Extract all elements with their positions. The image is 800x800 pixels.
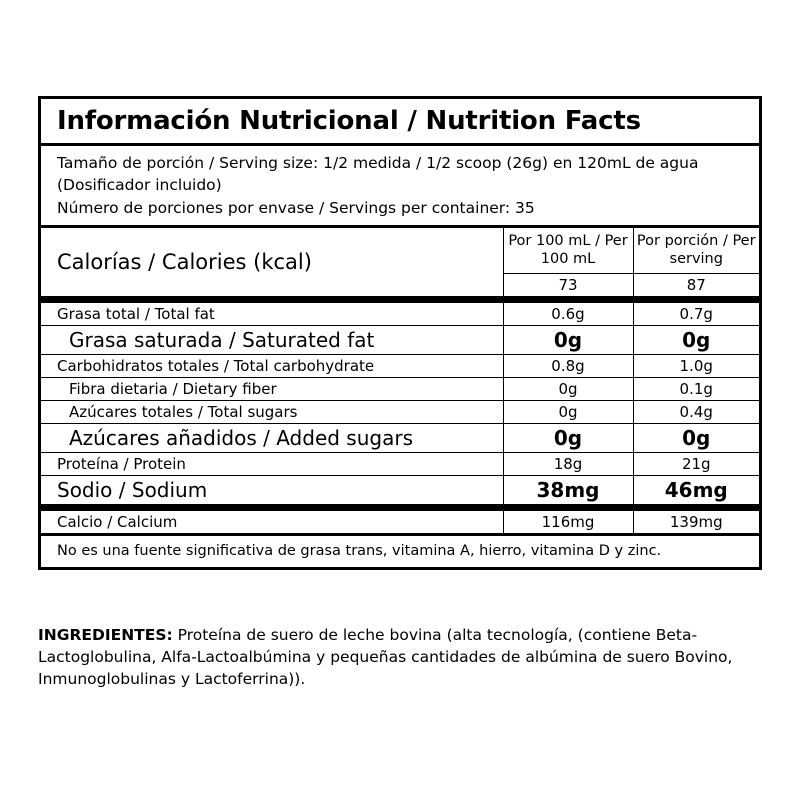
table-row (41, 400, 759, 423)
ingredients-heading: INGREDIENTES: (38, 626, 173, 644)
minerals-divider (41, 504, 759, 511)
nutrient-name: Sodio / Sodium (41, 475, 503, 504)
ingredients-section (38, 624, 768, 690)
nutrient-name: Azúcares totales / Total sugars (41, 400, 503, 423)
table-row (41, 377, 759, 400)
nutrition-facts-panel (38, 96, 762, 570)
serving-size-text: Tamaño de porción / Serving size: 1/2 medida / 1/2 scoop (26g) en 120mL de agua (Dosificador incluido) (57, 153, 699, 195)
nutrition-table (41, 228, 759, 295)
footnote-text: No es una fuente significativa de grasa trans, vitamina A, hierro, vitamina D y zinc. (57, 542, 662, 559)
nutrient-per-serving: 0.1g (633, 377, 759, 400)
nutrient-per-100ml: 0.8g (503, 354, 633, 377)
nutrient-per-serving: 0.7g (633, 303, 759, 326)
nutrient-name: Grasa total / Total fat (57, 304, 215, 323)
nutrient-per-100ml: 0.6g (503, 303, 633, 326)
nutrient-per-100ml: 38mg (503, 475, 633, 504)
nutrient-name: Calcio / Calcium (57, 512, 178, 531)
nutrient-per-100ml: 0g (503, 377, 633, 400)
serving-info (41, 146, 759, 225)
column-header-per-100ml: Por 100 mL / Per 100 mL (503, 228, 633, 273)
column-header-per-serving: Por porción / Per serving (633, 228, 759, 273)
calcium-table (41, 511, 759, 533)
nutrient-per-serving: 1.0g (633, 354, 759, 377)
nutrient-rows-table (41, 303, 759, 504)
nutrient-per-100ml: 0g (503, 423, 633, 452)
table-row (41, 452, 759, 475)
calories-divider (41, 296, 759, 303)
table-row (41, 303, 759, 326)
nutrient-per-100ml: 0g (503, 325, 633, 354)
panel-title: Información Nutricional / Nutrition Facts (57, 106, 641, 136)
nutrient-name: Proteína / Protein (41, 452, 503, 475)
table-header-row (41, 228, 759, 273)
ingredients-text: Proteína de suero de leche bovina (alta tecnología, (contiene Beta-Lactoglobulina, Alfa-Lactoalbúmina y pequeñas cantidades de albúmina de suero Bovino, Inmunoglobulinas y Lactoferrina)). (38, 626, 733, 688)
table-row (41, 511, 759, 533)
nutrient-per-serving: 46mg (633, 475, 759, 504)
calories-per-100ml: 73 (503, 273, 633, 296)
nutrient-per-100ml: 18g (503, 452, 633, 475)
nutrient-per-100ml: 0g (503, 400, 633, 423)
nutrient-per-serving: 0g (633, 325, 759, 354)
nutrient-name: Carbohidratos totales / Total carbohydrate (41, 354, 503, 377)
nutrient-per-serving: 0g (633, 423, 759, 452)
calories-per-serving: 87 (633, 273, 759, 296)
nutrient-name: Azúcares añadidos / Added sugars (41, 423, 503, 452)
table-row (41, 475, 759, 504)
table-row (41, 354, 759, 377)
nutrient-name: Grasa saturada / Saturated fat (41, 325, 503, 354)
servings-per-container-text: Número de porciones por envase / Servings per container: 35 (57, 198, 535, 217)
calories-label: Calorías / Calories (kcal) (57, 249, 312, 274)
nutrient-name: Fibra dietaria / Dietary fiber (41, 377, 503, 400)
nutrient-per-serving: 139mg (633, 511, 759, 533)
nutrient-per-100ml: 116mg (503, 511, 633, 533)
table-row (41, 325, 759, 354)
table-row (41, 423, 759, 452)
nutrient-per-serving: 21g (633, 452, 759, 475)
nutrient-per-serving: 0.4g (633, 400, 759, 423)
